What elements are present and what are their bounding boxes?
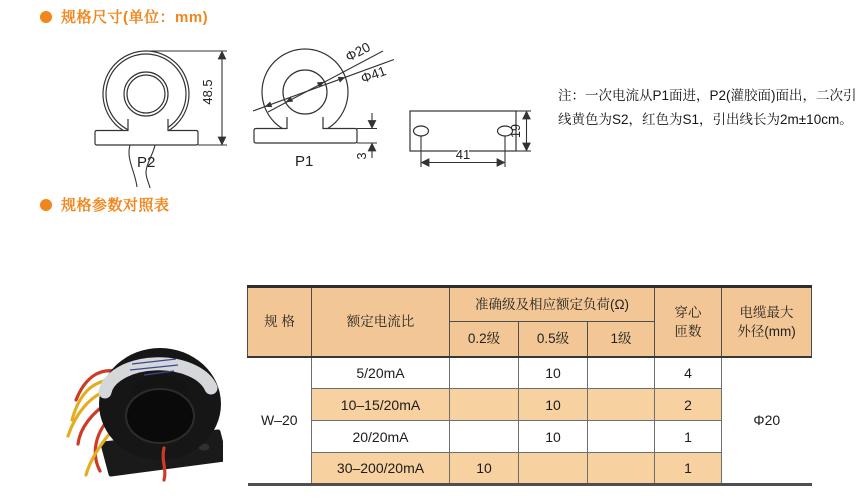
header-class-05: 0.5级 (519, 322, 588, 357)
drawing-p1-view (240, 35, 420, 185)
p1-label: P1 (295, 153, 314, 170)
cell-ratio: 20/20mA (312, 421, 450, 453)
drawing-bottom-view (405, 105, 535, 175)
cell-turns: 1 (655, 453, 722, 485)
table-row (248, 357, 812, 389)
cell-class05 (519, 453, 588, 485)
note-line-2: 线黄色为S2，红色为S1，引出线长为2m±10cm。 (558, 112, 853, 127)
dim-label-outer-diameter: Φ41 (358, 63, 389, 87)
lead-wire-bottom (163, 448, 165, 480)
cell-class02 (450, 357, 519, 389)
header-cable-line1: 电缆最大 (739, 304, 794, 320)
note-text (558, 84, 862, 132)
p1-body-outline (254, 49, 357, 143)
header-turns-line1: 穿心 (674, 304, 702, 320)
header-ratio: 额定电流比 (312, 287, 450, 357)
section-dimensions-header (40, 6, 208, 27)
header-spec: 规 格 (248, 287, 312, 357)
dim-label-base-thickness: 3 (354, 152, 369, 160)
cell-class1 (588, 357, 655, 389)
spec-table (247, 285, 812, 486)
bullet-icon (40, 199, 52, 211)
cell-ratio: 5/20mA (312, 357, 450, 389)
cell-turns: 4 (655, 357, 722, 389)
cell-cable-value: Φ20 (722, 357, 812, 485)
p2-body-outline (95, 51, 198, 145)
cell-ratio: 30–200/20mA (312, 453, 450, 485)
cell-class05: 10 (519, 389, 588, 421)
p2-label: P2 (137, 154, 156, 171)
bottom-view-outline (410, 111, 516, 151)
cell-class02 (450, 421, 519, 453)
header-class-02: 0.2级 (450, 322, 519, 357)
cell-class1 (588, 421, 655, 453)
section-specs-title: 规格参数对照表 (61, 197, 170, 214)
header-cable-line2: 外径(mm) (737, 323, 796, 339)
product-photo (48, 328, 223, 483)
bullet-icon (40, 11, 52, 23)
cell-class05: 10 (519, 421, 588, 453)
dim-label-inner-diameter: Φ20 (342, 39, 373, 65)
cell-class02 (450, 389, 519, 421)
header-turns-line2: 匝数 (674, 323, 702, 339)
note-line-1: 注：一次电流从P1面进，P2(灌胶面)面出，二次引 (558, 88, 857, 103)
cell-turns: 2 (655, 389, 722, 421)
dimension-base-thickness (357, 113, 377, 158)
dim-label-depth: 19 (509, 124, 523, 138)
cell-class05: 10 (519, 357, 588, 389)
cell-turns: 1 (655, 421, 722, 453)
header-class-1: 1级 (588, 322, 655, 357)
dim-label-hole-spacing: 41 (455, 147, 471, 162)
cell-class02: 10 (450, 453, 519, 485)
header-accuracy-group: 准确级及相应额定负荷(Ω) (450, 287, 655, 322)
cell-class1 (588, 453, 655, 485)
header-cable (722, 287, 812, 357)
toroid-body (99, 348, 221, 460)
section-dimensions-title: 规格尺寸(单位：mm) (61, 9, 209, 26)
drawing-p2-front-view (85, 37, 237, 189)
cell-spec-value: W–20 (248, 357, 312, 485)
dim-label-height: 48.5 (200, 79, 215, 105)
header-turns (655, 287, 722, 357)
cell-ratio: 10–15/20mA (312, 389, 450, 421)
section-specs-header (40, 194, 170, 215)
cell-class1 (588, 389, 655, 421)
